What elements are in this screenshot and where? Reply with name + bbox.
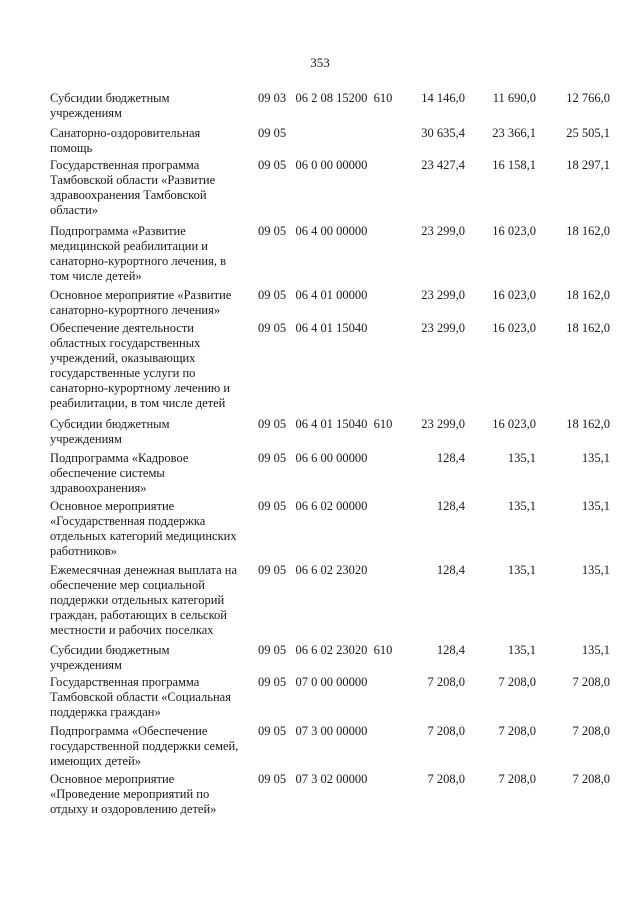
row-value-1: 23 299,0 bbox=[421, 321, 465, 335]
row-value-2: 135,1 bbox=[507, 643, 536, 657]
row-name: Государственная программа Тамбовской области «Развитие здравоохранения Тамбовской области» bbox=[50, 158, 216, 217]
row-value-3: 7 208,0 bbox=[572, 675, 610, 689]
row-name: Субсидии бюджетным учреждениям bbox=[50, 91, 170, 120]
row-code: 09 05 06 4 01 00000 bbox=[258, 288, 368, 302]
row-code: 09 05 07 3 02 00000 bbox=[258, 772, 368, 786]
row-value-1: 23 299,0 bbox=[421, 224, 465, 238]
row-value-1: 23 299,0 bbox=[421, 417, 465, 431]
row-value-3: 18 297,1 bbox=[566, 158, 610, 172]
row-value-2: 135,1 bbox=[507, 563, 536, 577]
row-value-2: 7 208,0 bbox=[498, 675, 536, 689]
row-code: 09 05 06 4 01 15040 610 bbox=[258, 417, 393, 431]
row-value-3: 25 505,1 bbox=[566, 126, 610, 140]
row-value-1: 7 208,0 bbox=[427, 675, 465, 689]
row-name: Санаторно-оздоровительная помощь bbox=[50, 126, 201, 155]
row-code: 09 05 06 6 02 00000 bbox=[258, 499, 368, 513]
row-code: 09 03 06 2 08 15200 610 bbox=[258, 91, 393, 105]
row-value-2: 7 208,0 bbox=[498, 772, 536, 786]
row-name: Подпрограмма «Обеспечение государственной поддержки семей, имеющих детей» bbox=[50, 724, 239, 768]
row-value-2: 16 023,0 bbox=[492, 288, 536, 302]
row-code: 09 05 07 3 00 00000 bbox=[258, 724, 368, 738]
row-value-3: 7 208,0 bbox=[572, 772, 610, 786]
row-code: 09 05 bbox=[258, 126, 287, 140]
row-name: Подпрограмма «Развитие медицинской реабилитации и санаторно-курортного лечения, в том числе детей» bbox=[50, 224, 226, 283]
row-value-3: 135,1 bbox=[581, 643, 610, 657]
row-value-1: 7 208,0 bbox=[427, 772, 465, 786]
row-value-2: 16 023,0 bbox=[492, 417, 536, 431]
row-value-2: 16 023,0 bbox=[492, 321, 536, 335]
row-value-3: 18 162,0 bbox=[566, 417, 610, 431]
row-code: 09 05 06 4 01 15040 bbox=[258, 321, 368, 335]
row-value-1: 7 208,0 bbox=[427, 724, 465, 738]
row-value-1: 128,4 bbox=[436, 563, 465, 577]
row-value-2: 23 366,1 bbox=[492, 126, 536, 140]
row-value-3: 135,1 bbox=[581, 451, 610, 465]
row-value-2: 135,1 bbox=[507, 499, 536, 513]
row-value-1: 128,4 bbox=[436, 451, 465, 465]
row-name: Ежемесячная денежная выплата на обеспечение мер социальной поддержки отдельных категорий граждан, работающих в сельской местности и рабочих поселках bbox=[50, 563, 237, 637]
row-name: Основное мероприятие «Государственная поддержка отдельных категорий медицинских работников» bbox=[50, 499, 237, 558]
row-code: 09 05 06 6 02 23020 bbox=[258, 563, 368, 577]
row-value-2: 16 158,1 bbox=[492, 158, 536, 172]
row-code: 09 05 06 0 00 00000 bbox=[258, 158, 368, 172]
row-value-2: 135,1 bbox=[507, 451, 536, 465]
row-value-1: 128,4 bbox=[436, 499, 465, 513]
row-value-3: 135,1 bbox=[581, 563, 610, 577]
row-value-2: 16 023,0 bbox=[492, 224, 536, 238]
row-value-3: 18 162,0 bbox=[566, 288, 610, 302]
row-name: Основное мероприятие «Проведение мероприятий по отдыху и оздоровлению детей» bbox=[50, 772, 217, 816]
row-value-3: 12 766,0 bbox=[566, 91, 610, 105]
row-code: 09 05 06 4 00 00000 bbox=[258, 224, 368, 238]
row-name: Субсидии бюджетным учреждениям bbox=[50, 643, 170, 672]
row-code: 09 05 06 6 00 00000 bbox=[258, 451, 368, 465]
row-value-1: 30 635,4 bbox=[421, 126, 465, 140]
row-name: Обеспечение деятельности областных государственных учреждений, оказывающих государственные услуги по санаторно-курортному лечению и реабилитации, в том числе детей bbox=[50, 321, 231, 410]
row-value-2: 11 690,0 bbox=[492, 91, 536, 105]
page-number: 353 bbox=[310, 55, 330, 70]
row-value-3: 18 162,0 bbox=[566, 321, 610, 335]
row-value-1: 23 427,4 bbox=[421, 158, 465, 172]
row-value-3: 7 208,0 bbox=[572, 724, 610, 738]
row-name: Подпрограмма «Кадровое обеспечение системы здравоохранения» bbox=[50, 451, 189, 495]
row-name: Основное мероприятие «Развитие санаторно-курортного лечения» bbox=[50, 288, 232, 317]
row-name: Субсидии бюджетным учреждениям bbox=[50, 417, 170, 446]
row-code: 09 05 07 0 00 00000 bbox=[258, 675, 368, 689]
row-value-3: 135,1 bbox=[581, 499, 610, 513]
row-value-2: 7 208,0 bbox=[498, 724, 536, 738]
row-value-1: 128,4 bbox=[436, 643, 465, 657]
row-value-1: 23 299,0 bbox=[421, 288, 465, 302]
row-code: 09 05 06 6 02 23020 610 bbox=[258, 643, 393, 657]
row-value-3: 18 162,0 bbox=[566, 224, 610, 238]
row-name: Государственная программа Тамбовской области «Социальная поддержка граждан» bbox=[50, 675, 231, 719]
row-value-1: 14 146,0 bbox=[421, 91, 465, 105]
